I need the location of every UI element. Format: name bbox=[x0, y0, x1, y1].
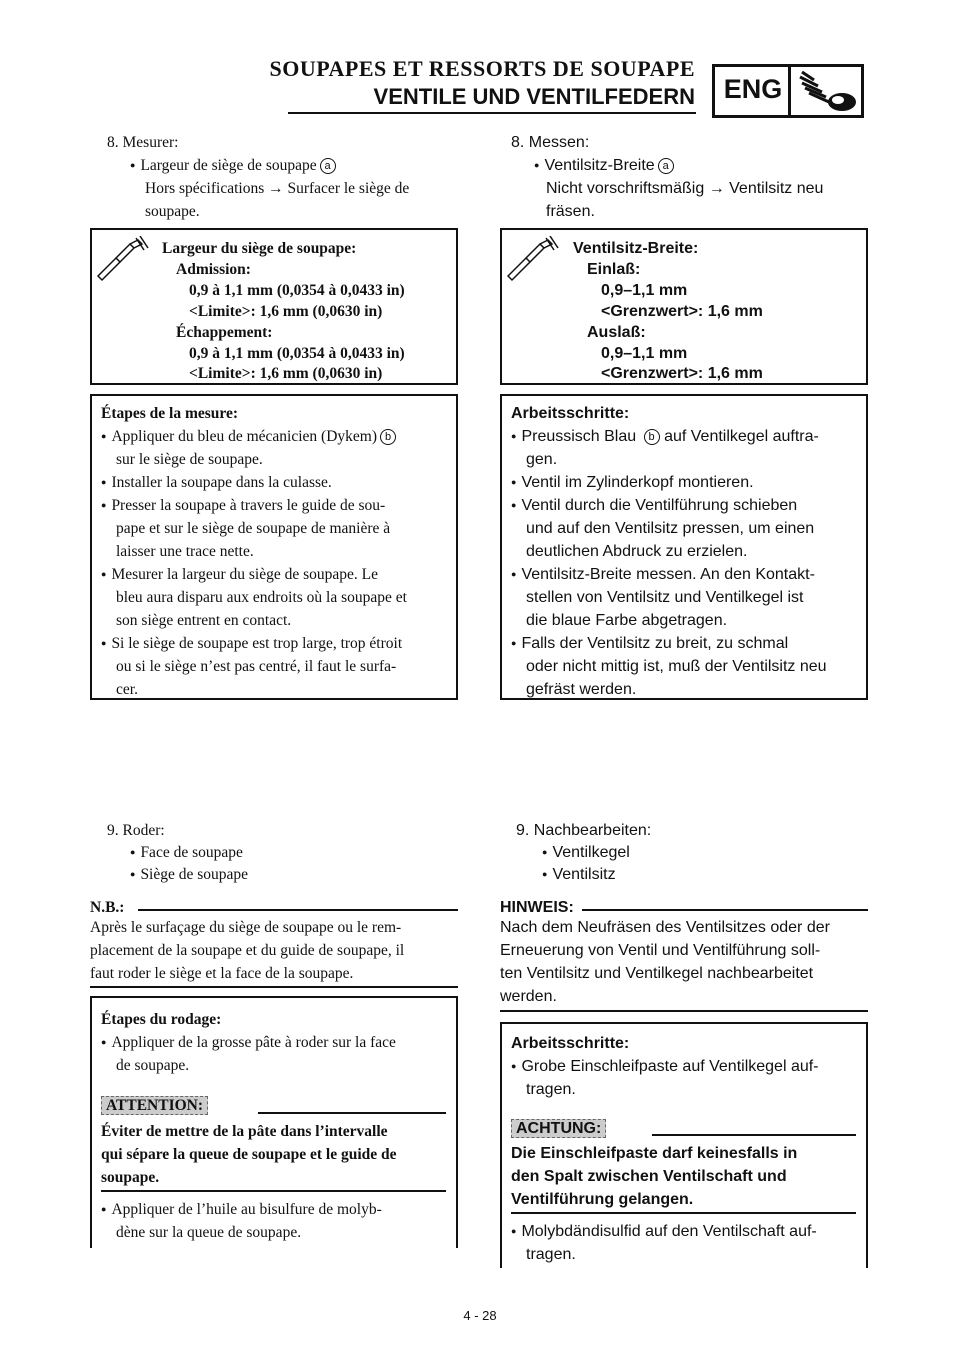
de-steps-5b: oder nicht mittig ist, muß der Ventilsitz neu bbox=[526, 658, 827, 675]
de-attention-badge bbox=[511, 1117, 606, 1140]
fr-steps-3c: laisser une trace nette. bbox=[116, 543, 254, 560]
fr-spec-intake: Admission: bbox=[176, 261, 251, 278]
fr-steps-3b: pape et sur le siège de soupape de manière à bbox=[116, 520, 391, 537]
fr-step9-b1: ● Face de soupape bbox=[130, 841, 243, 866]
fr-steps-1a-text: ● Appliquer du bleu de mécanicien (Dykem) bbox=[101, 428, 377, 445]
de-lap-2a: ● Molybdändisulfid auf den Ventilschaft auf- bbox=[511, 1220, 817, 1245]
fr-nb-end-rule bbox=[90, 986, 458, 988]
fr-attention-badge bbox=[101, 1094, 208, 1117]
header-rule bbox=[288, 112, 696, 114]
fr-lap-2a: ● Appliquer de l’huile au bisulfure de molyb- bbox=[101, 1198, 382, 1223]
de-attention-rule bbox=[652, 1134, 856, 1136]
de-attention-label: ACHTUNG: bbox=[511, 1119, 606, 1138]
de-warn-1: Die Einschleifpaste darf keinesfalls in bbox=[511, 1145, 798, 1162]
fr-attention-rule bbox=[258, 1112, 446, 1114]
eng-divider bbox=[788, 64, 791, 118]
de-lap-1a: ● Grobe Einschleifpaste auf Ventilkegel auf- bbox=[511, 1055, 819, 1080]
fr-steps-5b: ou si le siège n’est pas centré, il faut le surfa- bbox=[116, 658, 397, 675]
de-nb-title: HINWEIS: bbox=[500, 899, 574, 916]
fr-steps-4a: ● Mesurer la largeur du siège de soupape. Le bbox=[101, 563, 378, 588]
fr-step8-note2: soupape. bbox=[145, 203, 200, 220]
de-step8-bullet bbox=[534, 154, 674, 179]
de-lap-2b: tragen. bbox=[526, 1246, 576, 1263]
de-nb-3: ten Ventilsitz und Ventilkegel nachbearbeitet bbox=[500, 965, 814, 982]
de-step9-b2: ● Ventilsitz bbox=[542, 863, 616, 888]
de-steps-3b: und auf den Ventilsitz pressen, um einen bbox=[526, 520, 815, 537]
fr-spec-exhaust-value: 0,9 à 1,1 mm (0,0354 à 0,0433 in) bbox=[189, 345, 405, 362]
de-steps-3a: ● Ventil durch die Ventilführung schieben bbox=[511, 494, 797, 519]
fr-lap-1b: de soupape. bbox=[116, 1057, 190, 1074]
wrench-icon bbox=[504, 236, 560, 294]
de-steps-4b: stellen von Ventilsitz und Ventilkegel ist bbox=[526, 589, 804, 606]
fr-marker-b: b bbox=[380, 429, 396, 445]
fr-nb-1: Après le surfaçage du siège de soupape ou le rem- bbox=[90, 919, 402, 936]
de-spec-intake-limit: <Grenzwert>: 1,6 mm bbox=[601, 303, 763, 320]
de-nb-2: Erneuerung von Ventil und Ventilführung soll- bbox=[500, 942, 821, 959]
fr-lap-1a: ● Appliquer de la grosse pâte à roder sur la face bbox=[101, 1031, 396, 1056]
de-warn-2: den Spalt zwischen Ventilschaft und bbox=[511, 1168, 787, 1185]
fr-step9-b2: ● Siège de soupape bbox=[130, 863, 248, 888]
fr-step9-title: 9. Roder: bbox=[107, 822, 165, 839]
fr-steps-4c: son siège entrent en contact. bbox=[116, 612, 292, 629]
de-nb-end-rule bbox=[500, 1010, 868, 1012]
fr-steps-4b: bleu aura disparu aux endroits où la soupape et bbox=[116, 589, 407, 606]
de-spec-intake-value: 0,9–1,1 mm bbox=[601, 282, 688, 299]
de-lap-1b: tragen. bbox=[526, 1081, 576, 1098]
de-steps-1c: gen. bbox=[526, 451, 558, 468]
de-step9-title: 9. Nachbearbeiten: bbox=[516, 822, 652, 839]
de-step8-title: 8. Messen: bbox=[511, 134, 590, 151]
fr-step8-bullet bbox=[130, 154, 336, 179]
de-step8-note1: Nicht vorschriftsmäßig → Ventilsitz neu bbox=[546, 180, 824, 197]
de-lap-title: Arbeitsschritte: bbox=[511, 1035, 630, 1052]
de-nb-rule bbox=[582, 909, 868, 911]
fr-spec-exhaust-limit: <Limite>: 1,6 mm (0,0630 in) bbox=[189, 365, 383, 382]
fr-steps-5c: cer. bbox=[116, 681, 138, 698]
fr-steps-1a bbox=[101, 425, 396, 450]
fr-steps-1b: sur le siège de soupape. bbox=[116, 451, 263, 468]
fr-spec-intake-value: 0,9 à 1,1 mm (0,0354 à 0,0433 in) bbox=[189, 282, 405, 299]
de-steps-title: Arbeitsschritte: bbox=[511, 405, 630, 422]
de-spec-exhaust-limit: <Grenzwert>: 1,6 mm bbox=[601, 365, 763, 382]
fr-spec-exhaust: Échappement: bbox=[176, 324, 273, 341]
de-spec-exhaust: Auslaß: bbox=[587, 324, 646, 341]
fr-spec-intake-limit: <Limite>: 1,6 mm (0,0630 in) bbox=[189, 303, 383, 320]
fr-step8-note1: Hors spécifications → Surfacer le siège de bbox=[145, 180, 410, 197]
de-steps-2: ● Ventil im Zylinderkopf montieren. bbox=[511, 471, 754, 496]
de-marker-a: a bbox=[658, 158, 674, 174]
page-number: 4 - 28 bbox=[463, 1308, 497, 1323]
fr-warn-1: Éviter de mettre de la pâte dans l’intervalle bbox=[101, 1123, 388, 1140]
fr-nb-3: faut roder le siège et la face de la soupape. bbox=[90, 965, 354, 982]
fr-lap-title: Étapes du rodage: bbox=[101, 1011, 222, 1028]
eng-label: ENG bbox=[723, 74, 783, 104]
fr-spec-title: Largeur du siège de soupape: bbox=[162, 240, 357, 257]
fr-lap-2b: dène sur la queue de soupape. bbox=[116, 1224, 302, 1241]
de-steps-5a: ● Falls der Ventilsitz zu breit, zu schmal bbox=[511, 632, 788, 657]
fr-nb-title: N.B.: bbox=[90, 899, 125, 916]
header-title-de: VENTILE UND VENTILFEDERN bbox=[373, 84, 695, 109]
de-step9-b1: ● Ventilkegel bbox=[542, 841, 630, 866]
fr-step8-bullet-text: ● Largeur de siège de soupape bbox=[130, 157, 317, 174]
de-marker-b: b bbox=[644, 429, 660, 445]
de-steps-1b-text: auf Ventilkegel auftra- bbox=[664, 428, 819, 445]
de-spec-exhaust-value: 0,9–1,1 mm bbox=[601, 345, 688, 362]
de-nb-1: Nach dem Neufräsen des Ventilsitzes oder der bbox=[500, 919, 830, 936]
fr-warn-end-rule bbox=[101, 1190, 446, 1192]
fr-steps-5a: ● Si le siège de soupape est trop large, trop étroit bbox=[101, 632, 402, 657]
de-step8-bullet-text: ● Ventilsitz-Breite bbox=[534, 157, 655, 174]
de-steps-3c: deutlichen Abdruck zu erzielen. bbox=[526, 543, 748, 560]
fr-nb-2: placement de la soupape et du guide de soupape, il bbox=[90, 942, 405, 959]
fr-steps-title: Étapes de la mesure: bbox=[101, 405, 239, 422]
de-steps-1a bbox=[511, 425, 819, 450]
de-spec-intake: Einlaß: bbox=[587, 261, 641, 278]
fr-step8-title: 8. Mesurer: bbox=[107, 134, 179, 151]
de-steps-4a: ● Ventilsitz-Breite messen. An den Kontakt- bbox=[511, 563, 815, 588]
fr-warn-2: qui sépare la queue de soupape et le guide de bbox=[101, 1146, 397, 1163]
fr-warn-3: soupape. bbox=[101, 1169, 160, 1186]
wrench-icon bbox=[94, 236, 150, 294]
fr-steps-3a: ● Presser la soupape à travers le guide de sou- bbox=[101, 494, 385, 519]
fr-marker-a: a bbox=[320, 158, 336, 174]
de-steps-5c: gefräst werden. bbox=[526, 681, 637, 698]
de-steps-4c: die blaue Farbe abgetragen. bbox=[526, 612, 728, 629]
de-step8-note2: fräsen. bbox=[546, 203, 595, 220]
fr-attention-label: ATTENTION: bbox=[101, 1096, 208, 1115]
de-steps-1a-text: ● Preussisch Blau bbox=[511, 428, 636, 445]
fr-nb-rule bbox=[138, 909, 458, 911]
header-title-fr: SOUPAPES ET RESSORTS DE SOUPAPE bbox=[269, 56, 695, 81]
de-nb-4: werden. bbox=[500, 988, 557, 1005]
fr-steps-2: ● Installer la soupape dans la culasse. bbox=[101, 471, 332, 496]
de-spec-title: Ventilsitz-Breite: bbox=[573, 240, 699, 257]
de-warn-3: Ventilführung gelangen. bbox=[511, 1191, 694, 1208]
de-warn-end-rule bbox=[511, 1212, 856, 1214]
engine-valve-spring-icon bbox=[792, 66, 862, 116]
